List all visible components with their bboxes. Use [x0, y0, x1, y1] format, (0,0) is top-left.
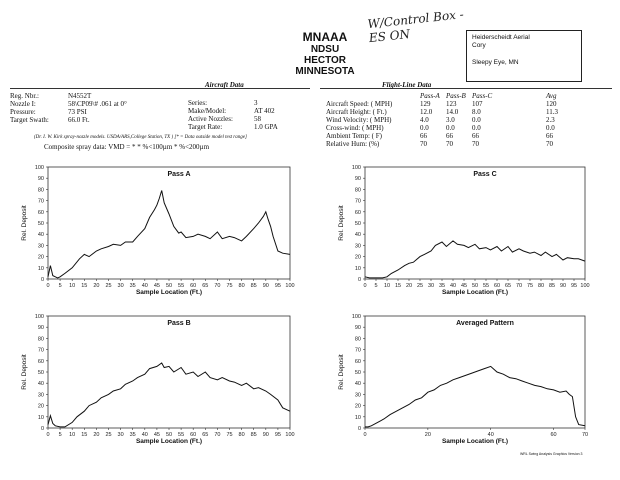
flightline-value: 0.0 — [420, 124, 429, 132]
x-tick-label: 10 — [69, 432, 76, 438]
flightline-value: 129 — [420, 100, 431, 108]
y-tick-label: 0 — [40, 277, 44, 283]
x-tick-label: 60 — [190, 432, 197, 438]
aircraft-value: N4552T — [68, 92, 92, 100]
chart-title: Pass B — [167, 320, 191, 327]
x-tick-label: 25 — [105, 283, 112, 289]
aircraft-label: Pressure: — [10, 108, 36, 116]
x-tick-label: 0 — [46, 432, 50, 438]
y-tick-label: 50 — [37, 221, 44, 227]
flightline-value: 0.0 — [472, 116, 481, 124]
y-tick-label: 10 — [37, 265, 44, 272]
y-tick-label: 50 — [354, 370, 361, 376]
handwritten-note: W/Control Box - ES ON — [366, 7, 465, 46]
x-tick-label: 55 — [482, 283, 490, 289]
x-tick-label: 0 — [363, 283, 367, 289]
x-tick-label: 45 — [153, 283, 160, 289]
x-tick-label: 95 — [570, 283, 578, 289]
y-tick-label: 100 — [34, 314, 44, 320]
city-title: HECTOR — [303, 55, 347, 66]
x-tick-label: 100 — [285, 283, 295, 289]
x-tick-label: 85 — [548, 283, 556, 289]
chart-title: Averaged Pattern — [456, 320, 514, 327]
y-tick-label: 40 — [354, 381, 361, 388]
y-tick-label: 100 — [34, 165, 44, 171]
x-tick-label: 40 — [487, 432, 494, 438]
x-tick-label: 0 — [46, 283, 50, 289]
y-tick-label: 70 — [37, 347, 44, 354]
y-tick-label: 70 — [354, 347, 361, 354]
y-axis-label: Rel. Deposit — [21, 205, 28, 241]
y-tick-label: 60 — [354, 358, 361, 365]
aircraft-row — [10, 108, 127, 116]
x-tick-label: 10 — [383, 283, 391, 289]
x-tick-label: 70 — [515, 283, 523, 289]
x-tick-label: 60 — [550, 432, 557, 438]
y-axis-label: Rel. Deposit — [338, 354, 345, 390]
y-tick-label: 100 — [351, 165, 361, 171]
aircraft-value: 58\CP09\# .061 at 0° — [68, 100, 127, 108]
x-tick-label: 5 — [58, 283, 62, 289]
y-axis-label: Rel. Deposit — [338, 205, 345, 241]
y-tick-label: 50 — [354, 221, 361, 227]
series-line — [48, 363, 290, 427]
aircraft-label: Target Swath: — [10, 116, 49, 124]
flightline-row — [326, 140, 616, 148]
aircraft-label: Nozzle I: — [10, 100, 36, 108]
x-tick-label: 40 — [141, 283, 148, 289]
y-tick-label: 80 — [37, 187, 44, 194]
y-tick-label: 100 — [351, 314, 361, 320]
aircraft-row — [188, 123, 278, 131]
aircraft-right-list — [188, 99, 278, 131]
composite-spray: Composite spray data: VMD = * * %<100µm * %<200µm — [44, 143, 210, 151]
flightline-col-header: Pass-A — [420, 92, 440, 100]
x-axis-label: Sample Location (Ft.) — [441, 289, 509, 296]
series-line — [365, 366, 585, 427]
flightline-value: 12.0 — [420, 108, 433, 116]
x-tick-label: 50 — [471, 283, 479, 289]
flightline-value: 3.0 — [446, 116, 455, 124]
y-tick-label: 40 — [37, 232, 44, 239]
operator-location: Sleepy Eye, MN — [472, 59, 519, 66]
y-tick-label: 10 — [354, 414, 361, 421]
flightline-value: 123 — [446, 100, 457, 108]
flightline-label: Ambient Temp: ( F) — [326, 132, 382, 140]
flightline-value: 8.0 — [472, 108, 481, 116]
x-tick-label: 15 — [394, 283, 402, 289]
aircraft-row — [188, 99, 278, 107]
y-tick-label: 40 — [37, 381, 44, 388]
y-tick-label: 30 — [354, 392, 361, 399]
x-tick-label: 20 — [93, 432, 100, 438]
aircraft-divider — [10, 88, 310, 89]
x-tick-label: 30 — [117, 283, 124, 289]
flightline-value: 70 — [546, 140, 553, 148]
y-tick-label: 80 — [354, 336, 361, 343]
x-tick-label: 95 — [274, 283, 281, 289]
x-tick-label: 45 — [153, 432, 160, 438]
flightline-value: 70 — [472, 140, 479, 148]
state-title: MINNESOTA — [295, 66, 355, 77]
y-tick-label: 10 — [354, 265, 361, 272]
flightline-value: 11.3 — [546, 108, 558, 116]
flightline-value: 66 — [472, 132, 479, 140]
y-tick-label: 80 — [354, 187, 361, 194]
flightline-label: Wind Velocity: ( MPH) — [326, 116, 392, 124]
flightline-value: 70 — [420, 140, 427, 148]
x-tick-label: 25 — [105, 432, 112, 438]
x-tick-label: 70 — [214, 283, 221, 289]
x-axis-label: Sample Location (Ft.) — [135, 438, 203, 445]
aircraft-value: 58 — [254, 115, 261, 123]
x-tick-label: 30 — [427, 283, 435, 289]
y-tick-label: 90 — [354, 325, 361, 332]
x-tick-label: 80 — [238, 432, 245, 438]
flightline-divider — [320, 88, 612, 89]
flightline-value: 66 — [420, 132, 427, 140]
flightline-header — [326, 92, 616, 100]
y-tick-label: 60 — [37, 358, 44, 365]
x-tick-label: 100 — [285, 432, 295, 438]
flightline-value: 70 — [446, 140, 453, 148]
flightline-value: 0.0 — [546, 124, 555, 132]
org-title: MNAAA — [302, 30, 348, 44]
y-tick-label: 10 — [37, 414, 44, 421]
y-axis-label: Rel. Deposit — [21, 354, 28, 390]
x-tick-label: 70 — [214, 432, 221, 438]
x-tick-label: 25 — [416, 283, 424, 289]
x-tick-label: 10 — [69, 283, 76, 289]
aircraft-value: 66.0 Ft. — [68, 116, 90, 124]
flightline-label: Aircraft Speed: ( MPH) — [326, 100, 393, 108]
chart-title: Pass C — [473, 171, 497, 178]
operator-box — [466, 30, 582, 82]
flightline-value: 66 — [446, 132, 453, 140]
y-tick-label: 20 — [354, 254, 361, 261]
aircraft-row — [10, 100, 127, 108]
x-tick-label: 65 — [202, 283, 209, 289]
x-tick-label: 5 — [58, 432, 62, 438]
flightline-row — [326, 108, 616, 116]
aircraft-row — [10, 116, 127, 124]
x-tick-label: 75 — [226, 283, 233, 289]
x-tick-label: 35 — [438, 283, 446, 289]
x-axis-label: Sample Location (Ft.) — [441, 438, 509, 445]
flightline-value: 66 — [546, 132, 553, 140]
x-tick-label: 5 — [374, 283, 378, 289]
y-tick-label: 0 — [40, 426, 44, 432]
y-tick-label: 40 — [354, 232, 361, 239]
x-tick-label: 0 — [363, 432, 367, 438]
flightline-table — [326, 92, 616, 148]
flightline-section-title: Flight-Line Data — [382, 81, 432, 89]
flightline-value: 107 — [472, 100, 483, 108]
x-tick-label: 45 — [460, 283, 468, 289]
y-tick-label: 0 — [357, 426, 361, 432]
charts-area — [0, 158, 620, 480]
flightline-col-header: Avg — [546, 92, 557, 100]
flightline-value: 0.0 — [472, 124, 481, 132]
aircraft-row — [188, 115, 278, 123]
flightline-label: Aircraft Height: ( Ft.) — [326, 108, 387, 116]
chart-title: Pass A — [167, 171, 191, 178]
x-tick-label: 50 — [165, 283, 173, 289]
x-tick-label: 35 — [129, 283, 136, 289]
plot-frame — [365, 167, 585, 279]
x-tick-label: 30 — [117, 432, 124, 438]
x-tick-label: 100 — [580, 283, 590, 289]
y-tick-label: 0 — [357, 277, 361, 283]
flightline-row — [326, 100, 616, 108]
x-tick-label: 65 — [202, 432, 209, 438]
flightline-col-header: Pass-C — [472, 92, 493, 100]
x-tick-label: 65 — [504, 283, 512, 289]
aircraft-value: 73 PSI — [68, 108, 87, 116]
x-tick-label: 80 — [238, 283, 245, 289]
y-tick-label: 30 — [37, 243, 44, 250]
flightline-value: 120 — [546, 100, 557, 108]
flightline-row — [326, 124, 616, 132]
x-tick-label: 70 — [581, 432, 589, 438]
plot-frame — [48, 167, 290, 279]
x-tick-label: 90 — [262, 432, 269, 438]
y-tick-label: 70 — [354, 198, 361, 205]
y-tick-label: 20 — [37, 403, 44, 410]
y-tick-label: 20 — [354, 403, 361, 410]
aircraft-label: Series: — [188, 99, 208, 107]
x-tick-label: 15 — [81, 283, 88, 289]
y-tick-label: 60 — [37, 209, 44, 216]
y-tick-label: 50 — [37, 370, 44, 376]
x-tick-label: 60 — [493, 283, 501, 289]
x-axis-label: Sample Location (Ft.) — [135, 289, 203, 296]
aircraft-row — [10, 92, 127, 100]
report-header — [285, 31, 365, 77]
flightline-label: Relative Hum: (%) — [326, 140, 380, 148]
aircraft-section-title: Aircraft Data — [205, 81, 244, 89]
aircraft-value: AT 402 — [254, 107, 275, 115]
x-tick-label: 60 — [190, 283, 197, 289]
y-tick-label: 90 — [37, 325, 44, 332]
x-tick-label: 50 — [165, 432, 173, 438]
y-tick-label: 80 — [37, 336, 44, 343]
aircraft-value: 1.0 GPA — [254, 123, 278, 131]
school-title: NDSU — [310, 44, 340, 55]
x-tick-label: 20 — [405, 283, 413, 289]
flightline-col-header: Pass-B — [446, 92, 466, 100]
x-tick-label: 75 — [526, 283, 534, 289]
x-tick-label: 95 — [274, 432, 281, 438]
y-tick-label: 90 — [354, 176, 361, 183]
aircraft-label: Make/Model: — [188, 107, 227, 115]
flightline-value: 2.3 — [546, 116, 555, 124]
x-tick-label: 55 — [178, 432, 185, 438]
series-line — [365, 241, 585, 278]
x-tick-label: 80 — [537, 283, 545, 289]
x-tick-label: 55 — [178, 283, 185, 289]
operator-name: Heiderscheidt Aerial — [472, 34, 530, 41]
y-tick-label: 20 — [37, 254, 44, 261]
y-tick-label: 30 — [37, 392, 44, 399]
footer-credit: WRL Swing Analysis Graphics Version 3 — [520, 452, 583, 456]
x-tick-label: 40 — [449, 283, 457, 289]
y-tick-label: 90 — [37, 176, 44, 183]
x-tick-label: 40 — [141, 432, 148, 438]
x-tick-label: 90 — [262, 283, 269, 289]
flightline-value: 4.0 — [420, 116, 429, 124]
x-tick-label: 90 — [559, 283, 567, 289]
x-tick-label: 20 — [424, 432, 431, 438]
aircraft-label: Active Nozzles: — [188, 115, 233, 123]
y-tick-label: 30 — [354, 243, 361, 250]
flightline-value: 0.0 — [446, 124, 455, 132]
x-tick-label: 85 — [250, 283, 257, 289]
x-tick-label: 15 — [81, 432, 88, 438]
operator-pilot: Cory — [472, 42, 486, 49]
flightline-label: Cross-wind: ( MPH) — [326, 124, 384, 132]
flightline-row — [326, 116, 616, 124]
flightline-row — [326, 132, 616, 140]
aircraft-row — [188, 107, 278, 115]
x-tick-label: 20 — [93, 283, 100, 289]
aircraft-left-list — [10, 92, 127, 124]
y-tick-label: 70 — [37, 198, 44, 205]
aircraft-label: Reg. Nbr.: — [10, 92, 39, 100]
model-note: (Dr. I. W. Kirk spray-nozzle models. USDA/ARS,College Station, TX ) [* = Data outside model test range] — [34, 135, 247, 140]
series-line — [48, 191, 290, 278]
x-tick-label: 85 — [250, 432, 257, 438]
x-tick-label: 35 — [129, 432, 136, 438]
aircraft-value: 3 — [254, 99, 258, 107]
y-tick-label: 60 — [354, 209, 361, 216]
flightline-value: 14.0 — [446, 108, 459, 116]
aircraft-label: Target Rate: — [188, 123, 223, 131]
x-tick-label: 75 — [226, 432, 233, 438]
